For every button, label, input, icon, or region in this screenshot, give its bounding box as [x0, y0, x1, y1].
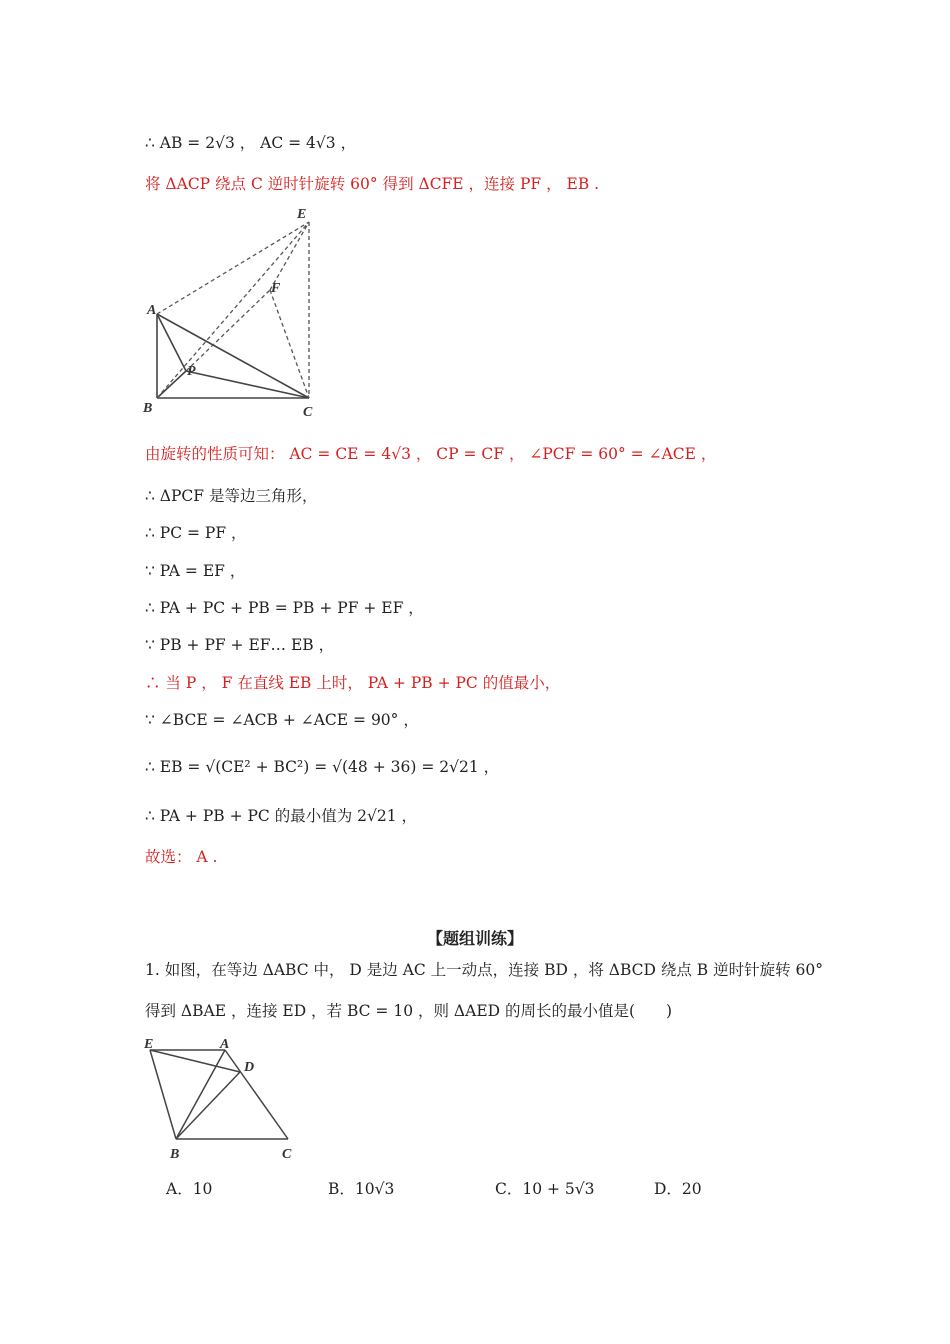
- option-c[interactable]: C．10 + 5√3: [495, 1180, 595, 1198]
- proof-line-2: 将 ΔACP 绕点 C 逆时针旋转 60° 得到 ΔCFE ，连接 PF ， EB .: [145, 175, 600, 193]
- figure-rotation-triangle: [140, 204, 330, 422]
- proof-line-5: ∴ PC = PF ，: [145, 524, 247, 542]
- proof-line-10: ∵ ∠BCE = ∠ACB + ∠ACE = 90° ，: [145, 711, 419, 729]
- dashed-fe: [270, 222, 309, 290]
- proof-line-11: ∴ EB = √(CE² + BC²) = √(48 + 36) = 2√21 ，: [145, 758, 500, 776]
- option-a[interactable]: A．10: [166, 1180, 213, 1198]
- label-f: F: [271, 281, 281, 296]
- label-c: C: [282, 1147, 292, 1162]
- dashed-pf: [186, 290, 270, 371]
- proof-line-1: ∴ AB = 2√3 ， AC = 4√3 ，: [145, 134, 357, 152]
- label-a: A: [220, 1037, 230, 1052]
- figure-equilateral-triangle: [140, 1034, 310, 1166]
- question-line-2: 得到 ΔBAE ，连接 ED ，若 BC = 10 ，则 ΔAED 的周长的最小值是( ): [145, 1002, 673, 1020]
- label-p: P: [187, 364, 196, 379]
- segment-eb: [150, 1050, 176, 1139]
- label-a: A: [147, 303, 157, 318]
- label-d: D: [244, 1060, 255, 1075]
- dashed-be: [157, 222, 309, 398]
- proof-line-8: ∵ PB + PF + EF… EB ，: [145, 636, 335, 654]
- proof-line-7: ∴ PA + PC + PB = PB + PF + EF ，: [145, 599, 424, 617]
- label-c: C: [303, 405, 313, 420]
- question-line-1: 1. 如图，在等边 ΔABC 中， D 是边 AC 上一动点，连接 BD ，将 ΔBCD 绕点 B 逆时针旋转 60°: [145, 961, 824, 979]
- segment-ac: [225, 1050, 288, 1139]
- label-b: B: [143, 401, 153, 416]
- section-heading: 【题组训练】: [426, 929, 523, 948]
- label-e: E: [144, 1037, 154, 1052]
- proof-line-9: ∴ 当 P ， F 在直线 EB 上时， PA + PB + PC 的值最小，: [145, 674, 561, 692]
- proof-line-13: 故选： A .: [145, 848, 218, 866]
- proof-line-6: ∵ PA = EF ，: [145, 562, 246, 580]
- option-d[interactable]: D．20: [654, 1180, 702, 1198]
- dashed-cf: [270, 290, 309, 398]
- proof-line-4: ∴ ΔPCF 是等边三角形，: [145, 487, 318, 505]
- label-e: E: [297, 207, 307, 222]
- proof-line-3: 由旋转的性质可知： AC = CE = 4√3 ， CP = CF ， ∠PCF = 60° = ∠ACE ，: [145, 445, 717, 463]
- label-b: B: [170, 1147, 180, 1162]
- segment-pc: [186, 371, 309, 398]
- proof-line-12: ∴ PA + PB + PC 的最小值为 2√21 ，: [145, 807, 418, 825]
- segment-ac: [157, 314, 309, 398]
- option-b[interactable]: B．10√3: [328, 1180, 395, 1198]
- segment-pb: [157, 371, 186, 398]
- dashed-ae: [157, 222, 309, 314]
